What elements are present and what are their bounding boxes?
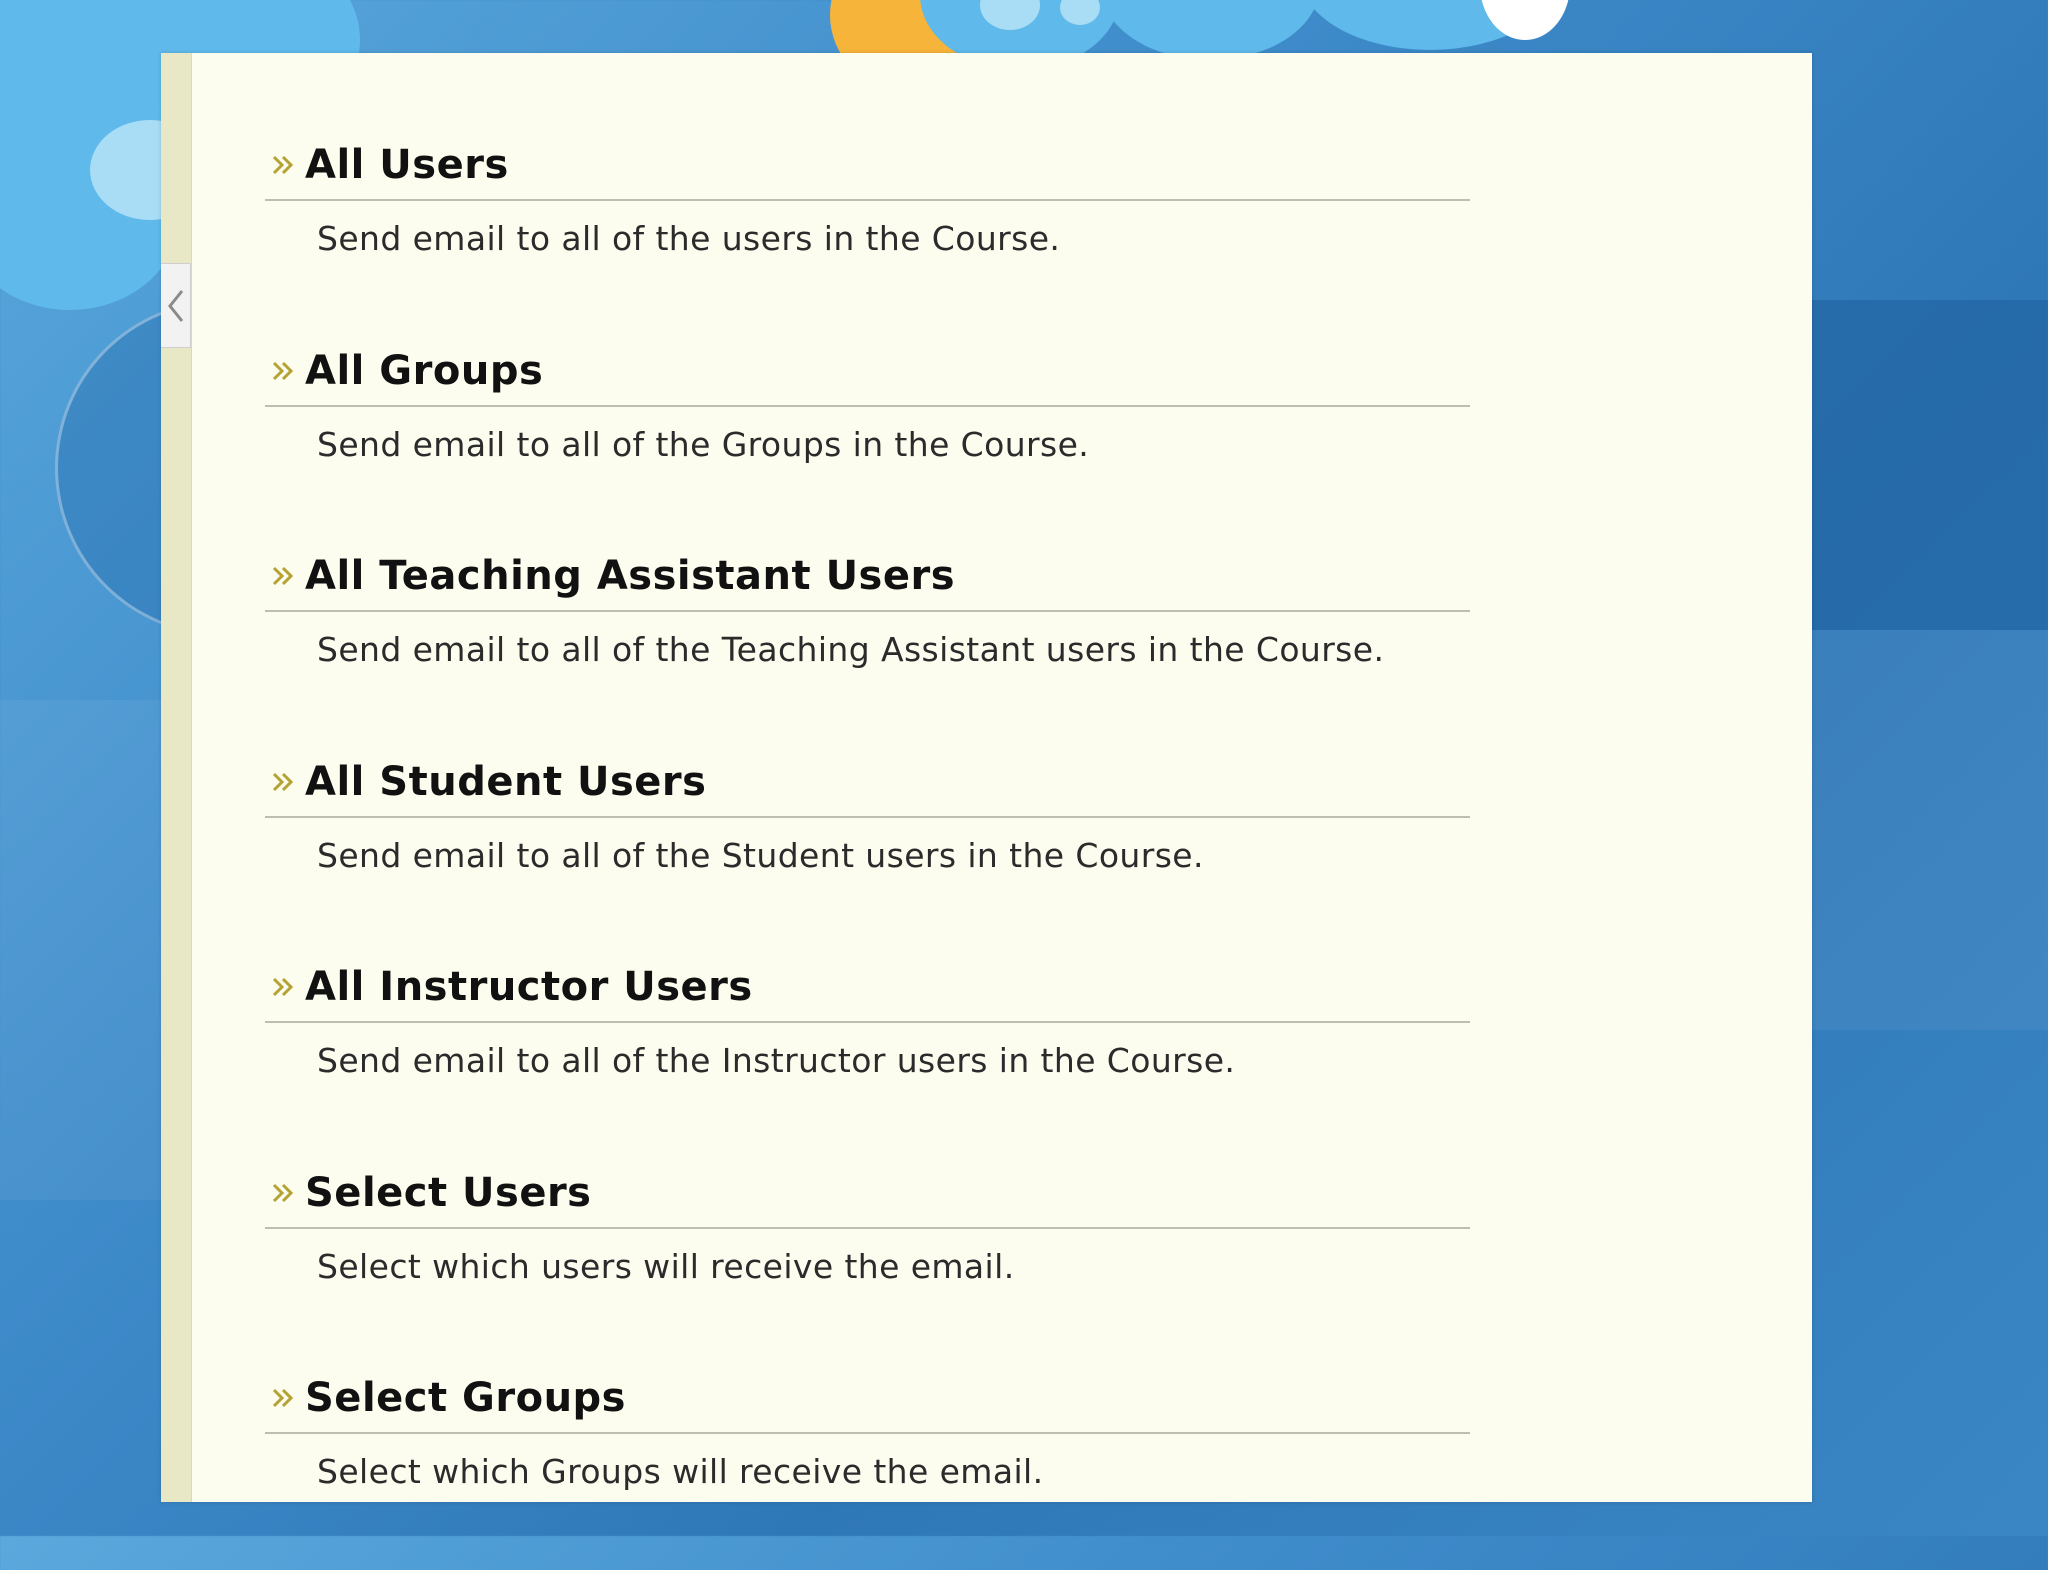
option-all-instructor-users — [265, 953, 1470, 1159]
option-all-groups — [265, 337, 1470, 543]
double-chevron-right-icon — [265, 1386, 305, 1410]
chevron-left-icon — [167, 288, 185, 324]
option-header — [265, 131, 1470, 201]
double-chevron-right-icon — [265, 770, 305, 794]
option-all-teaching-assistant-users — [265, 542, 1470, 748]
option-description: Send email to all of the Groups in the Course. — [317, 424, 1090, 464]
all-users-link[interactable]: All Users — [305, 142, 509, 188]
all-teaching-assistant-users-link[interactable]: All Teaching Assistant Users — [305, 553, 956, 599]
option-description: Send email to all of the Teaching Assistant users in the Course. — [317, 630, 1385, 669]
collapse-panel-button[interactable] — [161, 263, 191, 348]
email-recipients-panel — [161, 53, 1812, 1502]
option-header — [265, 337, 1470, 407]
double-chevron-right-icon — [265, 975, 305, 999]
option-description: Send email to all of the users in the Course. — [317, 219, 1061, 258]
option-select-groups — [265, 1364, 1470, 1570]
all-student-users-link[interactable]: All Student Users — [305, 758, 707, 805]
option-description: Send email to all of the Student users in the Course. — [317, 835, 1204, 875]
option-select-users — [265, 1159, 1470, 1365]
select-groups-link[interactable]: Select Groups — [305, 1375, 626, 1421]
option-description: Select which Groups will receive the email. — [317, 1452, 1044, 1491]
double-chevron-right-icon — [265, 359, 305, 383]
double-chevron-right-icon — [265, 1181, 305, 1205]
option-description: Select which users will receive the email. — [317, 1246, 1015, 1286]
option-header — [265, 953, 1470, 1023]
recipient-options-list — [265, 131, 1470, 1570]
option-header — [265, 542, 1470, 612]
option-header — [265, 1364, 1470, 1434]
option-description: Send email to all of the Instructor users in the Course. — [317, 1041, 1236, 1080]
all-instructor-users-link[interactable]: All Instructor Users — [305, 964, 753, 1010]
select-users-link[interactable]: Select Users — [305, 1169, 592, 1216]
option-all-users — [265, 131, 1470, 337]
option-header — [265, 1159, 1470, 1229]
double-chevron-right-icon — [265, 564, 305, 588]
double-chevron-right-icon — [265, 153, 305, 177]
option-all-student-users — [265, 748, 1470, 954]
all-groups-link[interactable]: All Groups — [305, 347, 544, 394]
option-header — [265, 748, 1470, 818]
